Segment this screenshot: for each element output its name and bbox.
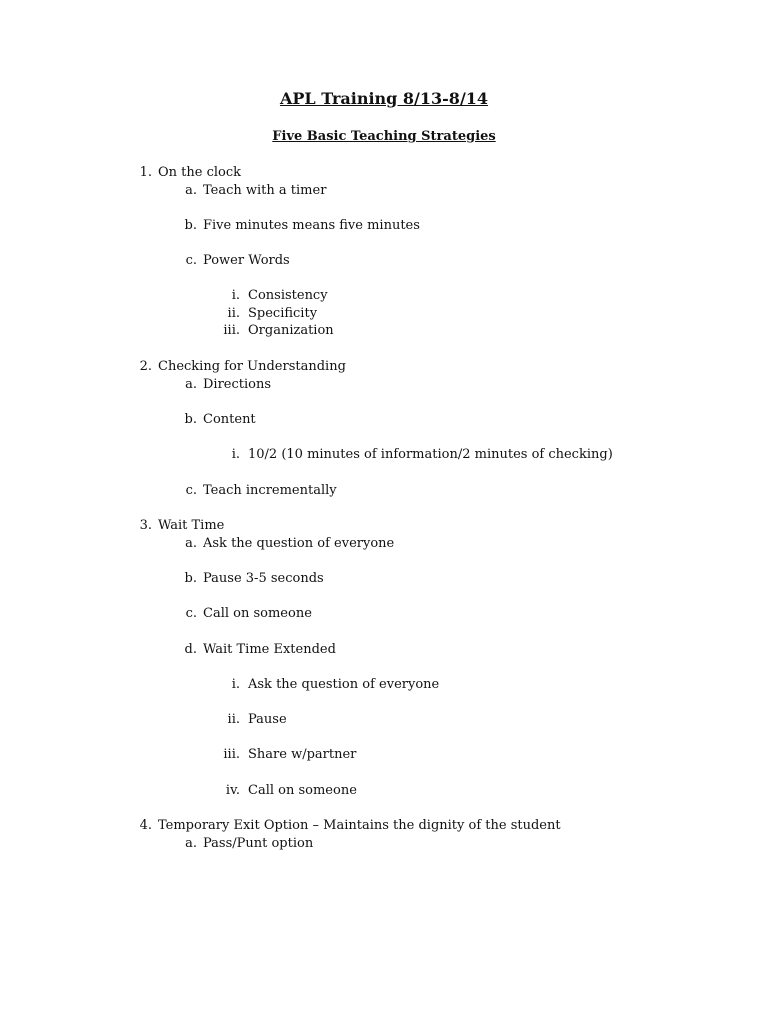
list-item-text: Wait Time	[158, 518, 225, 533]
outline-item-level-2	[185, 836, 314, 852]
list-marker: a.	[185, 377, 197, 392]
outline-item-level-3	[223, 323, 334, 339]
list-item-text: Teach incrementally	[203, 483, 337, 498]
outline-item-level-1	[139, 359, 346, 375]
list-marker: 3.	[139, 518, 152, 533]
list-marker: b.	[184, 218, 197, 233]
list-item-text: Pass/Punt option	[203, 836, 314, 851]
list-item-text: Organization	[248, 323, 334, 338]
list-item-text: Pause	[248, 712, 287, 727]
outline-item-level-2	[184, 218, 420, 234]
list-item-text: Content	[203, 412, 256, 427]
list-marker: i.	[231, 447, 240, 462]
list-item-text: Pause 3-5 seconds	[203, 571, 324, 586]
outline-item-level-3	[225, 783, 357, 799]
list-marker: 1.	[139, 165, 152, 180]
list-marker: 4.	[139, 818, 152, 833]
list-marker: d.	[184, 642, 197, 657]
list-item-text: Call on someone	[248, 783, 357, 798]
list-marker: i.	[231, 288, 240, 303]
list-marker: c.	[185, 253, 197, 268]
list-item-text: On the clock	[158, 165, 242, 180]
list-marker: iii.	[223, 323, 240, 338]
list-item-text: Call on someone	[203, 606, 312, 621]
outline-item-level-1	[139, 818, 561, 834]
list-item-text: Specificity	[248, 306, 318, 321]
list-marker: iii.	[223, 747, 240, 762]
outline-item-level-1	[139, 165, 242, 181]
document-title: APL Training 8/13-8/14	[279, 89, 489, 108]
list-item-text: Directions	[203, 377, 272, 392]
list-item-text: Five minutes means five minutes	[203, 218, 420, 233]
list-marker: ii.	[227, 306, 240, 321]
list-item-text: Power Words	[203, 253, 290, 268]
outline-item-level-3	[227, 306, 318, 322]
list-marker: a.	[185, 536, 197, 551]
list-marker: iv.	[225, 783, 240, 798]
outline-item-level-3	[231, 288, 328, 304]
list-marker: a.	[185, 183, 197, 198]
list-marker: b.	[184, 412, 197, 427]
list-item-text: Checking for Understanding	[158, 359, 346, 374]
document-subtitle: Five Basic Teaching Strategies	[272, 129, 496, 144]
outline-item-level-3	[231, 677, 440, 693]
list-item-text: Ask the question of everyone	[203, 536, 395, 551]
outline-item-level-2	[185, 606, 312, 622]
outline-item-level-3	[223, 747, 357, 763]
outline-item-level-2	[185, 377, 272, 393]
list-marker: i.	[231, 677, 240, 692]
list-item-text: Temporary Exit Option – Maintains the dignity of the student	[158, 818, 561, 833]
outline-item-level-2	[184, 571, 324, 587]
outline-item-level-2	[185, 483, 337, 499]
outline-item-level-1	[139, 518, 225, 534]
list-marker: c.	[185, 483, 197, 498]
list-item-text: Share w/partner	[248, 747, 357, 762]
list-marker: b.	[184, 571, 197, 586]
list-marker: a.	[185, 836, 197, 851]
outline-item-level-2	[184, 412, 256, 428]
outline-item-level-3	[231, 447, 613, 463]
outline-item-level-2	[185, 536, 395, 552]
outline-item-level-2	[184, 642, 336, 658]
list-marker: ii.	[227, 712, 240, 727]
outline-item-level-2	[185, 253, 290, 269]
list-marker: c.	[185, 606, 197, 621]
list-item-text: Consistency	[248, 288, 328, 303]
outline-item-level-3	[227, 712, 287, 728]
list-item-text: Teach with a timer	[203, 183, 327, 198]
outline-item-level-2	[185, 183, 327, 199]
list-item-text: Ask the question of everyone	[248, 677, 440, 692]
list-marker: 2.	[139, 359, 152, 374]
list-item-text: 10/2 (10 minutes of information/2 minutes of checking)	[248, 447, 613, 462]
list-item-text: Wait Time Extended	[203, 642, 336, 657]
